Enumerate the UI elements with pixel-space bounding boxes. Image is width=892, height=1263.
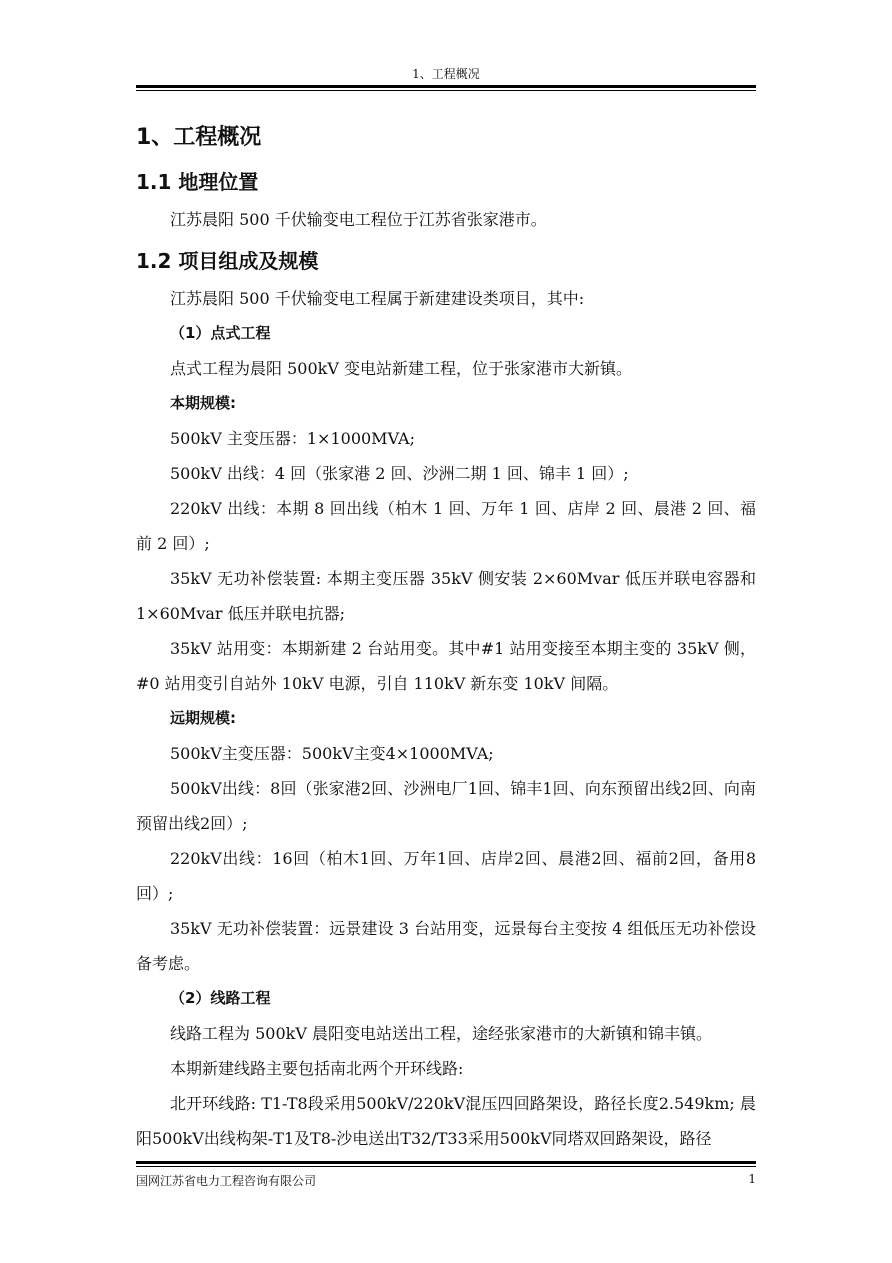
paragraph: 220kV出线：16回（柏木1回、万年1回、店岸2回、晨港2回、福前2回，备用8回）; — [136, 849, 756, 903]
paragraph: 本期新建线路主要包括南北两个开环线路: — [170, 1059, 464, 1078]
paragraph: 点式工程为晨阳 500kV 变电站新建工程，位于张家港市大新镇。 — [170, 359, 632, 378]
chapter-title: 1、工程概况 — [136, 125, 262, 150]
paragraph: 500kV出线：8回（张家港2回、沙洲电厂1回、锦丰1回、向东预留出线2回、向南预留出线2回）; — [136, 779, 756, 833]
paragraph: 220kV 出线：本期 8 回出线（柏木 1 回、万年 1 回、店岸 2 回、晨港 2 回、福前 2 回）; — [136, 499, 756, 553]
subheading-current-scale: 本期规模: — [170, 394, 236, 412]
paragraph: 江苏晨阳 500 千伏输变电工程位于江苏省张家港市。 — [170, 210, 547, 229]
paragraph: 500kV 出线：4 回（张家港 2 回、沙洲二期 1 回、锦丰 1 回）; — [170, 464, 629, 483]
footer-rule-thin — [136, 1166, 756, 1167]
header-rule-thin — [136, 90, 756, 91]
page-body — [136, 108, 756, 1156]
header-rule — [136, 85, 756, 88]
subsection-title: （1）点式工程 — [170, 324, 271, 342]
paragraph: 35kV 无功补偿装置: 本期主变压器 35kV 侧安装 2×60Mvar 低压并联电容器和 1×60Mvar 低压并联电抗器; — [136, 569, 756, 623]
paragraph: 35kV 无功补偿装置：远景建设 3 台站用变，远景每台主变按 4 组低压无功补偿设备考虑。 — [136, 919, 756, 973]
section-title-1-1: 1.1 地理位置 — [136, 170, 259, 194]
subsection-title: （2）线路工程 — [170, 989, 271, 1007]
paragraph: 500kV主变压器：500kV主变4×1000MVA; — [170, 744, 494, 763]
section-title-1-2: 1.2 项目组成及规模 — [136, 249, 319, 273]
footer-rule — [136, 1161, 756, 1164]
paragraph: 线路工程为 500kV 晨阳变电站送出工程，途经张家港市的大新镇和锦丰镇。 — [170, 1024, 712, 1043]
paragraph: 35kV 站用变：本期新建 2 台站用变。其中#1 站用变接至本期主变的 35kV 侧，#0 站用变引自站外 10kV 电源，引自 110kV 新东变 10kV 间隔。 — [136, 639, 756, 693]
subheading-long-term-scale: 远期规模: — [170, 709, 236, 727]
paragraph: 北开环线路: T1-T8段采用500kV/220kV混压四回路架设，路径长度2.549km; 晨阳500kV出线构架-T1及T8-沙电送出T32/T33采用500kV同塔双回路架设，路径 — [136, 1094, 756, 1148]
page-number: 1 — [748, 1172, 756, 1186]
paragraph: 500kV 主变压器：1×1000MVA; — [170, 429, 415, 448]
footer-company: 国网江苏省电力工程咨询有限公司 — [136, 1174, 317, 1188]
running-header: 1、工程概况 — [412, 67, 480, 81]
paragraph: 江苏晨阳 500 千伏输变电工程属于新建建设类项目，其中: — [170, 289, 585, 308]
